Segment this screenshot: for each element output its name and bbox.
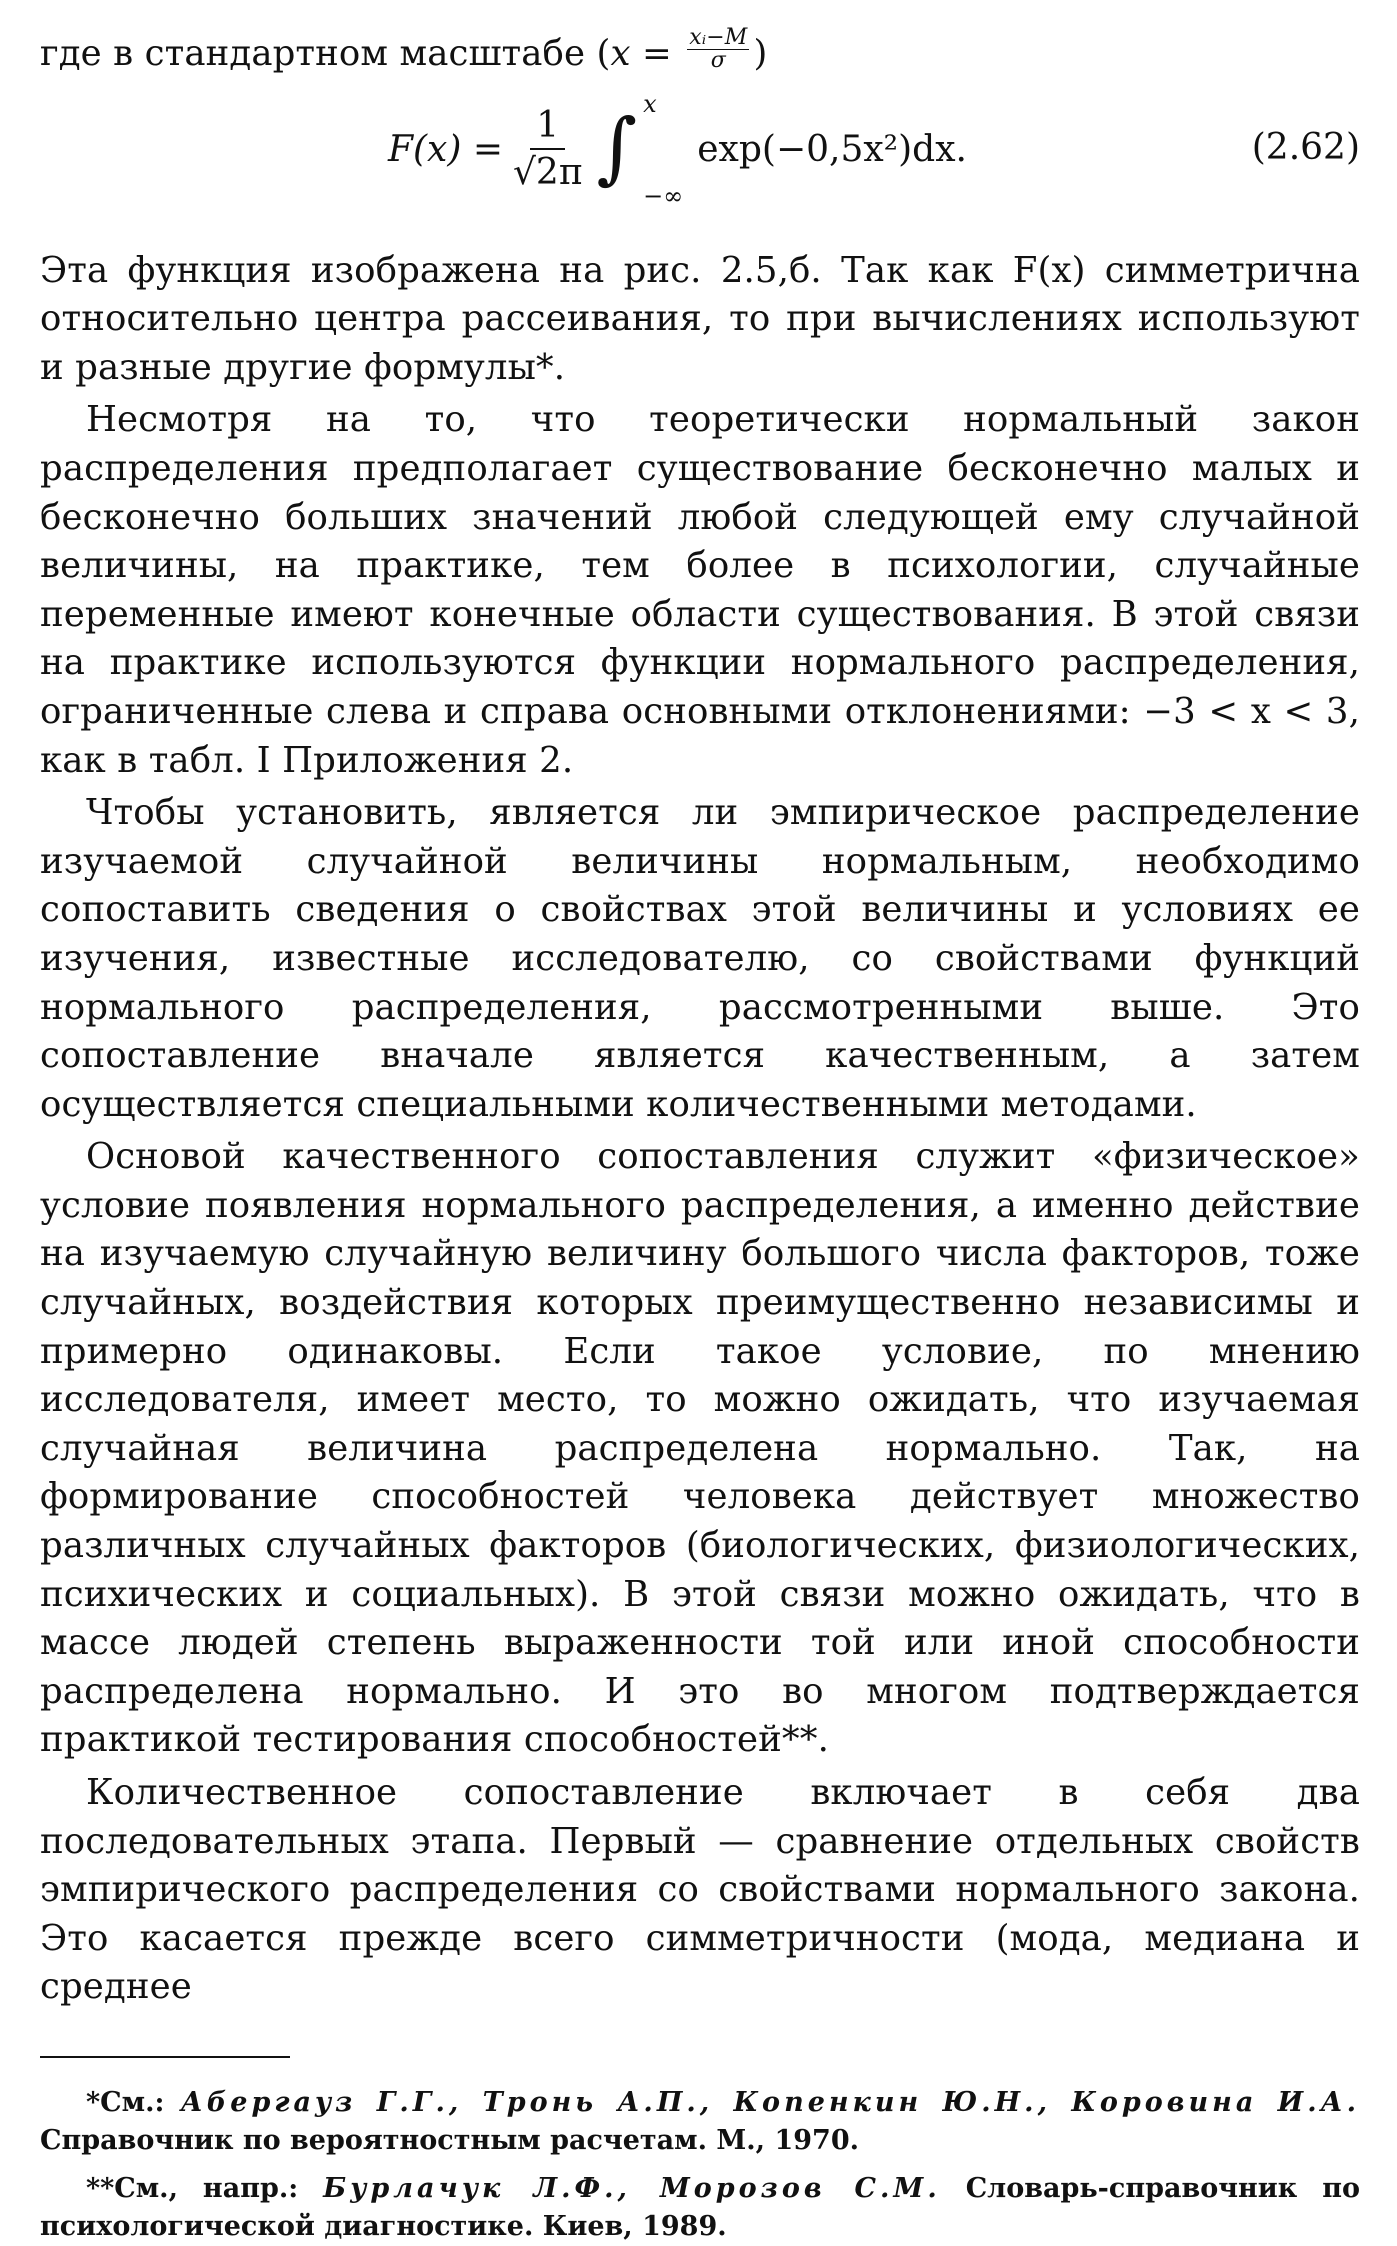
footnote-1-rest: Справочник по вероятностным расчетам. М., 1970. [40,2124,860,2156]
paragraph-4: Основой качественного сопоставления служит «физическое» условие появления нормального распределения, а именно действие на изучаемую случайную величину большого числа факторов, тоже случайных, воздействия которых преимущественно независимы и примерно одинаковы. Если такое условие, по мнению исследователя, имеет место, то можно ожидать, что изучаемая случайная величина распределена нормально. Так, на формирование способностей человека действует множество различных случайных факторов (биологических, физиологических, психических и социальных). В этой связи можно ожидать, что в массе людей степень выраженности той или иной способности распределена нормально. И это во многом подтверждается практикой тестирования способностей**. [40,1136,1360,1761]
equation-number: (2.62) [1251,126,1360,168]
footnote-1-authors: Абергауз Г.Г., Тронь А.П., Копенкин Ю.Н., Коровина И.А. [180,2086,1360,2118]
intro-frac-numerator: xᵢ−M [689,25,748,50]
integral-sign: ∫ [596,102,638,193]
formula-frac-numerator: 1 [530,104,565,150]
intro-frac-denominator: σ [710,48,726,73]
upper-limit: x [643,89,657,118]
integral-limits [643,90,683,210]
formula-lhs: F(x) = [388,129,503,171]
footnote-2-rest: Словарь-справочник по психологической диагностике. Киев, 1989. [40,2172,1361,2242]
page-content [40,25,1361,2246]
paragraph-1: Эта функция изображена на рис. 2.5,б. Так как F(x) симметрична относительно центра рассеивания, то при вычислениях используют и разные другие формулы*. [40,249,1360,388]
intro-x: x [610,33,631,74]
footnote-2-authors: Бурлачук Л.Ф., Морозов С.М. [323,2172,941,2204]
formula-fraction [513,104,583,196]
intro-fraction [687,27,749,72]
lower-limit: −∞ [643,181,684,210]
paragraph-5: Количественное сопоставление включает в себя два последовательных этапа. Первый — сравнение отдельных свойств эмпирического распределения со свойствами нормального закона. Это касается прежде всего симметричности (мода, медиана и среднее [40,1772,1360,2008]
formula-expression [388,85,967,215]
intro-prefix: где в стандартном масштабе ( [40,33,611,74]
intro-suffix: ) [753,33,768,74]
footnote-divider [40,2056,290,2058]
intro-line [40,25,1360,79]
footnote-2-lead: **См., напр.: [86,2172,324,2204]
footnote-1 [40,2084,1360,2160]
formula-block [40,79,1360,229]
formula-frac-denominator: √2π [512,151,583,193]
integrand: exp(−0,5x²)dx. [697,129,967,171]
footnote-2 [40,2170,1360,2246]
footnote-1-lead: *См.: [86,2086,181,2118]
paragraph-3: Чтобы установить, является ли эмпирическое распределение изучаемой случайной величины нормальным, необходимо сопоставить сведения о свойствах этой величины и условиях ее изучения, известные исследователю, со свойствами функций нормального распределения, рассмотренными выше. Это сопоставление вначале является качественным, а затем осуществляется специальными количественными методами. [40,792,1360,1125]
intro-equals: = [630,33,684,74]
paragraph-2: Несмотря на то, что теоретически нормальный закон распределения предполагает существование бесконечно малых и бесконечно больших значений любой следующей ему случайной величины, на практике, тем более в психологии, случайные переменные имеют конечные области существования. В этой связи на практике используются функции нормального распределения, ограниченные слева и справа основными отклонениями: −3 < x < 3, как в табл. I Приложения 2. [40,399,1360,781]
